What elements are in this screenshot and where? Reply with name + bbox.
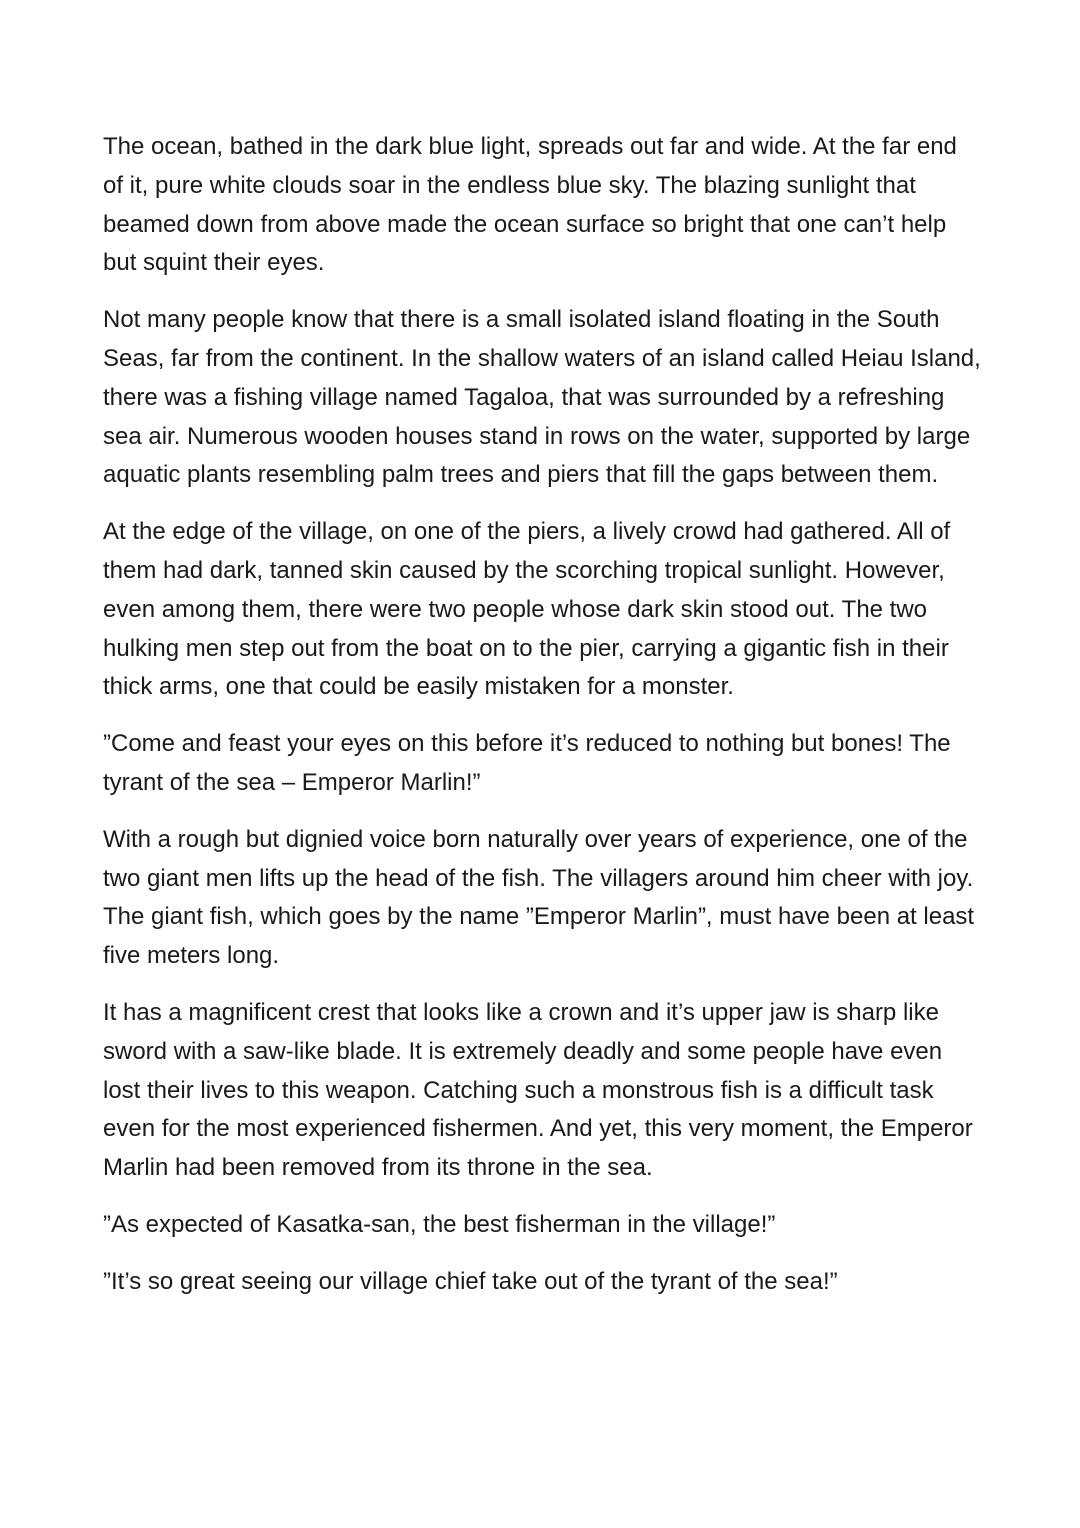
paragraph-dialogue-come: ”Come and feast your eyes on this before it’s reduced to nothing but bones! The tyrant of the sea – Emperor Marlin!”	[103, 730, 951, 796]
document-page	[103, 128, 983, 1320]
paragraph-island: Not many people know that there is a small isolated island floating in the South Seas, far from the continent. In the shallow waters of an island called Heiau Island, there was a fishing village named Tagaloa, that was surrounded by a refreshing sea air. Numerous wooden houses stand in rows on the water, supported by large aquatic plants resembling palm trees and piers that fill the gaps between them.	[103, 306, 981, 489]
paragraph-crowd: At the edge of the village, on one of the piers, a lively crowd had gathered. All of them had dark, tanned skin caused by the scorching tropical sunlight. However, even among them, there were two people whose dark skin stood out. The two hulking men step out from the boat on to the pier, carrying a gigantic fish in their thick arms, one that could be easily mistaken for a monster.	[103, 518, 951, 701]
paragraph-dialogue-kasatka: ”As expected of Kasatka-san, the best fisherman in the village!”	[103, 1210, 776, 1238]
paragraph-voice: With a rough but dignied voice born naturally over years of experience, one of the two giant men lifts up the head of the fish. The villagers around him cheer with joy. The giant fish, which goes by the name ”Emperor Marlin”, must have been at least five meters long.	[103, 825, 975, 970]
paragraph-ocean: The ocean, bathed in the dark blue light, spreads out far and wide. At the far end of it, pure white clouds soar in the endless blue sky. The blazing sunlight that beamed down from above made the ocean surface so bright that one can’t help but squint their eyes.	[103, 133, 957, 277]
paragraph-dialogue-chief: ”It’s so great seeing our village chief take out of the tyrant of the sea!”	[103, 1267, 838, 1295]
paragraph-crest: It has a magnificent crest that looks like a crown and it’s upper jaw is sharp like sword with a saw-like blade. It is extremely deadly and some people have even lost their lives to this weapon. Catching such a monstrous fish is a difficult task even for the most experienced fishermen. And yet, this very moment, the Emperor Marlin had been removed from its throne in the sea.	[103, 998, 973, 1182]
